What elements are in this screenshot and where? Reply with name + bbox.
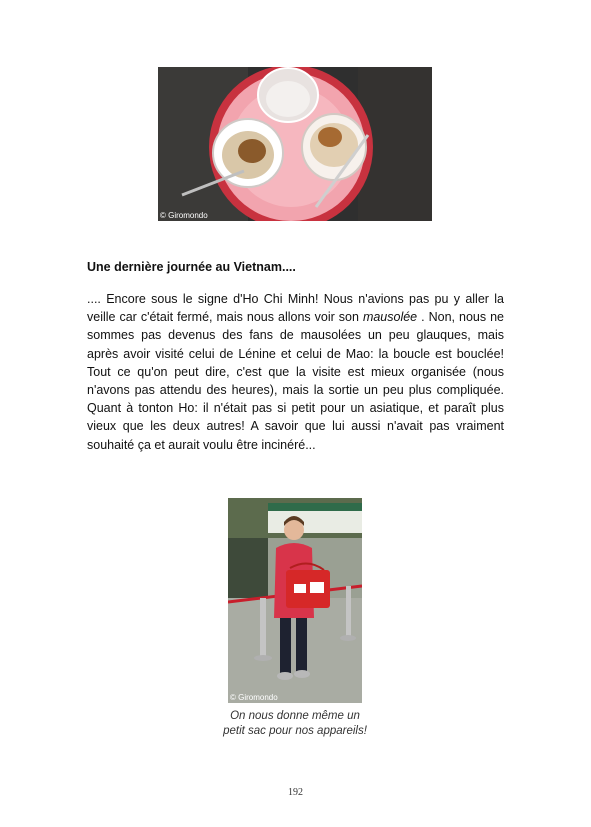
article-paragraph bbox=[87, 290, 504, 454]
photo-woman-with-bag bbox=[228, 498, 362, 703]
paragraph-emphasis: mausolée bbox=[362, 310, 418, 325]
paragraph-text-start: .... Encore sous le signe d'Ho Chi Minh! Nous n'avions pas pu y aller la veille car c'était fermé, mais nous allons voir son bbox=[87, 292, 504, 325]
photo-credit: © Giromondo bbox=[230, 693, 278, 702]
desserts-illustration bbox=[158, 67, 432, 221]
photo-caption: On nous donne même un petit sac pour nos appareils! bbox=[223, 710, 367, 737]
page-number: 192 bbox=[288, 787, 303, 798]
article-heading: Une dernière journée au Vietnam.... bbox=[87, 260, 296, 274]
photo-credit: © Giromondo bbox=[160, 211, 208, 220]
paragraph-text-end: . Non, nous ne sommes pas devenus des fans de mausolées un peu glauques, mais après avoir visité celui de Lénine et celui de Mao: la boucle est bouclée! Tout ce qu'on peut dire, c'est que la visite est mieux organisée (nous n'avons pas attendu des heures), mais la sortie un peu plus compliquée. Quant à tonton Ho: il n'était pas si petit pour un asiatique, et paraît plus vieux que les deux autres! A savoir que lui aussi n'avait pas vraiment souhaité ça et aurait voulu être incinéré... bbox=[87, 310, 505, 452]
photo-desserts-on-tray bbox=[158, 67, 432, 221]
woman-illustration bbox=[228, 498, 362, 703]
